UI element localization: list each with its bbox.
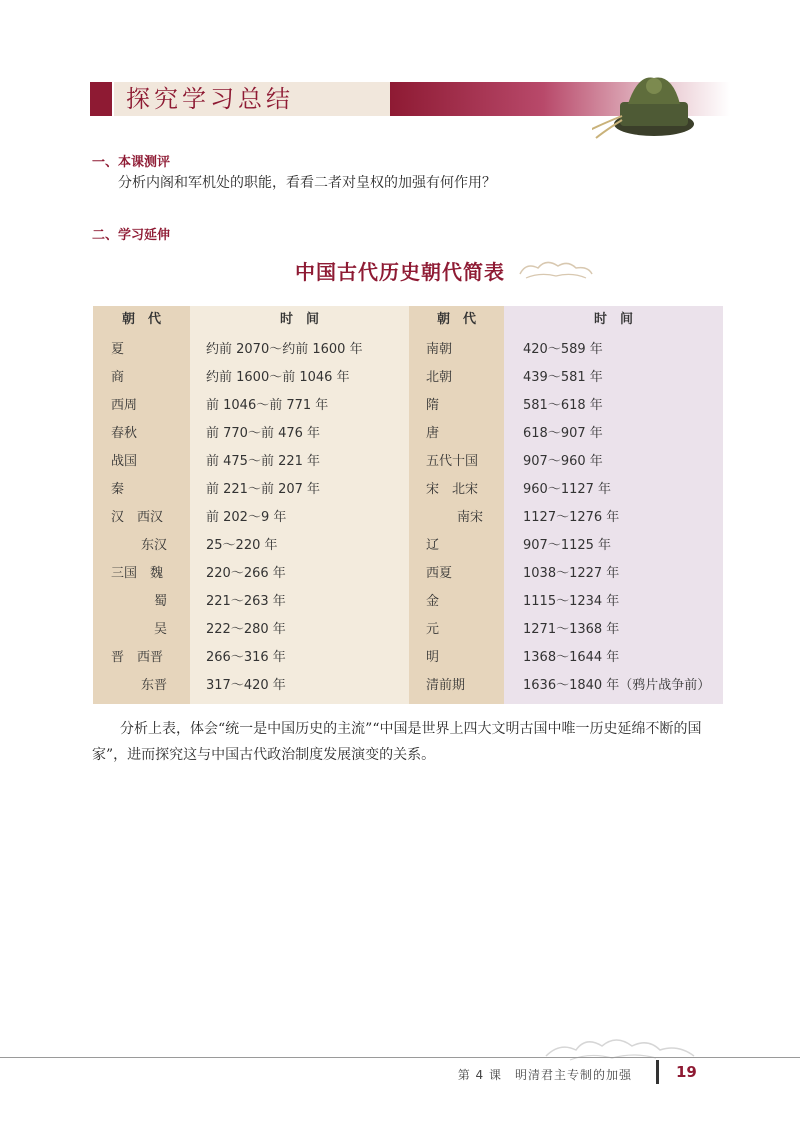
analysis-paragraph: 分析上表，体会“统一是中国历史的主流”“中国是世界上四大文明古国中唯一历史延绵不断的国家”，进而探究这与中国古代政治制度发展演变的关系。	[92, 721, 702, 763]
section-heading-extension: 二、学习延伸	[92, 228, 171, 243]
time-cell: 420～589 年	[523, 342, 603, 357]
time-cell: 581～618 年	[523, 398, 603, 413]
dynasty-cell: 明	[426, 650, 440, 665]
jade-seal-icon	[592, 64, 712, 144]
table-row	[93, 504, 723, 532]
time-cell: 960～1127 年	[523, 482, 612, 497]
dynasty-cell: 商	[111, 370, 125, 385]
assessment-question: 分析内阁和军机处的职能，看看二者对皇权的加强有何作用？	[118, 175, 496, 191]
table-header-cell: 朝 代	[436, 312, 476, 327]
table-row	[93, 476, 723, 504]
time-cell: 1127～1276 年	[523, 510, 620, 525]
dynasty-cell: 东汉	[141, 538, 168, 553]
time-cell: 约前 1600～前 1046 年	[206, 370, 350, 385]
table-header-cell: 朝 代	[121, 312, 161, 327]
dynasty-cell: 辽	[426, 538, 440, 553]
page-number: 19	[676, 1063, 697, 1081]
dynasty-cell: 三国 魏	[111, 566, 164, 581]
table-title: 中国古代历史朝代简表	[295, 260, 505, 284]
dynasty-cell: 五代十国	[426, 454, 479, 469]
time-cell: 前 475～前 221 年	[206, 454, 321, 469]
time-cell: 1271～1368 年	[523, 622, 620, 637]
time-cell: 前 221～前 207 年	[206, 482, 321, 497]
time-cell: 439～581 年	[523, 370, 603, 385]
time-cell: 618～907 年	[523, 426, 603, 441]
table-row	[93, 672, 723, 700]
time-cell: 前 770～前 476 年	[206, 426, 321, 441]
footer-rule	[0, 1057, 800, 1058]
section-heading-assessment: 一、本课测评	[92, 155, 171, 170]
dynasty-cell: 吴	[154, 622, 168, 637]
dynasty-cell: 汉 西汉	[111, 510, 164, 525]
dynasty-cell: 东晋	[141, 678, 168, 693]
dynasty-cell: 清前期	[426, 678, 466, 693]
time-cell: 221～263 年	[206, 594, 286, 609]
dynasty-table	[93, 306, 723, 704]
table-row	[93, 532, 723, 560]
table-header-cell: 时 间	[593, 312, 633, 327]
time-cell: 222～280 年	[206, 622, 286, 637]
dynasty-cell: 战国	[111, 454, 138, 469]
dynasty-cell: 南宋	[457, 510, 484, 525]
dynasty-cell: 元	[426, 622, 440, 637]
dynasty-cell: 晋 西晋	[111, 650, 164, 665]
time-cell: 约前 2070～约前 1600 年	[206, 342, 363, 357]
table-row	[93, 588, 723, 616]
time-cell: 907～1125 年	[523, 538, 612, 553]
time-cell: 1368～1644 年	[523, 650, 620, 665]
table-row	[93, 616, 723, 644]
dynasty-cell: 金	[426, 594, 440, 609]
dynasty-cell: 唐	[426, 426, 440, 441]
dynasty-cell: 西周	[111, 398, 138, 413]
table-row	[93, 560, 723, 588]
table-header-cell: 时 间	[279, 312, 319, 327]
time-cell: 317～420 年	[206, 678, 286, 693]
time-cell: 前 202～9 年	[206, 510, 287, 525]
dynasty-cell: 北朝	[426, 370, 453, 385]
banner-accent-block	[90, 82, 112, 116]
table-header-row	[93, 306, 723, 334]
table-row	[93, 336, 723, 364]
dynasty-cell: 西夏	[426, 566, 453, 581]
time-cell: 前 1046～前 771 年	[206, 398, 329, 413]
dynasty-cell: 夏	[111, 342, 125, 357]
dynasty-cell: 春秋	[111, 426, 138, 441]
dynasty-cell: 秦	[111, 482, 125, 497]
table-row	[93, 392, 723, 420]
time-cell: 1115～1234 年	[523, 594, 620, 609]
cloud-ornament-icon	[516, 254, 596, 282]
table-row	[93, 364, 723, 392]
table-row	[93, 420, 723, 448]
dynasty-cell: 宋 北宋	[426, 482, 479, 497]
time-cell: 220～266 年	[206, 566, 286, 581]
time-cell: 1636～1840 年（鸦片战争前）	[523, 678, 711, 693]
footer-divider	[656, 1060, 659, 1084]
dynasty-cell: 隋	[426, 398, 440, 413]
dynasty-cell: 蜀	[154, 594, 168, 609]
dynasty-cell: 南朝	[426, 342, 453, 357]
table-row	[93, 644, 723, 672]
time-cell: 1038～1227 年	[523, 566, 620, 581]
time-cell: 25～220 年	[206, 538, 278, 553]
footer-lesson-title: 第 4 课 明清君主专制的加强	[457, 1068, 632, 1082]
time-cell: 907～960 年	[523, 454, 603, 469]
page-title: 探究学习总结	[114, 82, 404, 116]
time-cell: 266～316 年	[206, 650, 286, 665]
table-row	[93, 448, 723, 476]
